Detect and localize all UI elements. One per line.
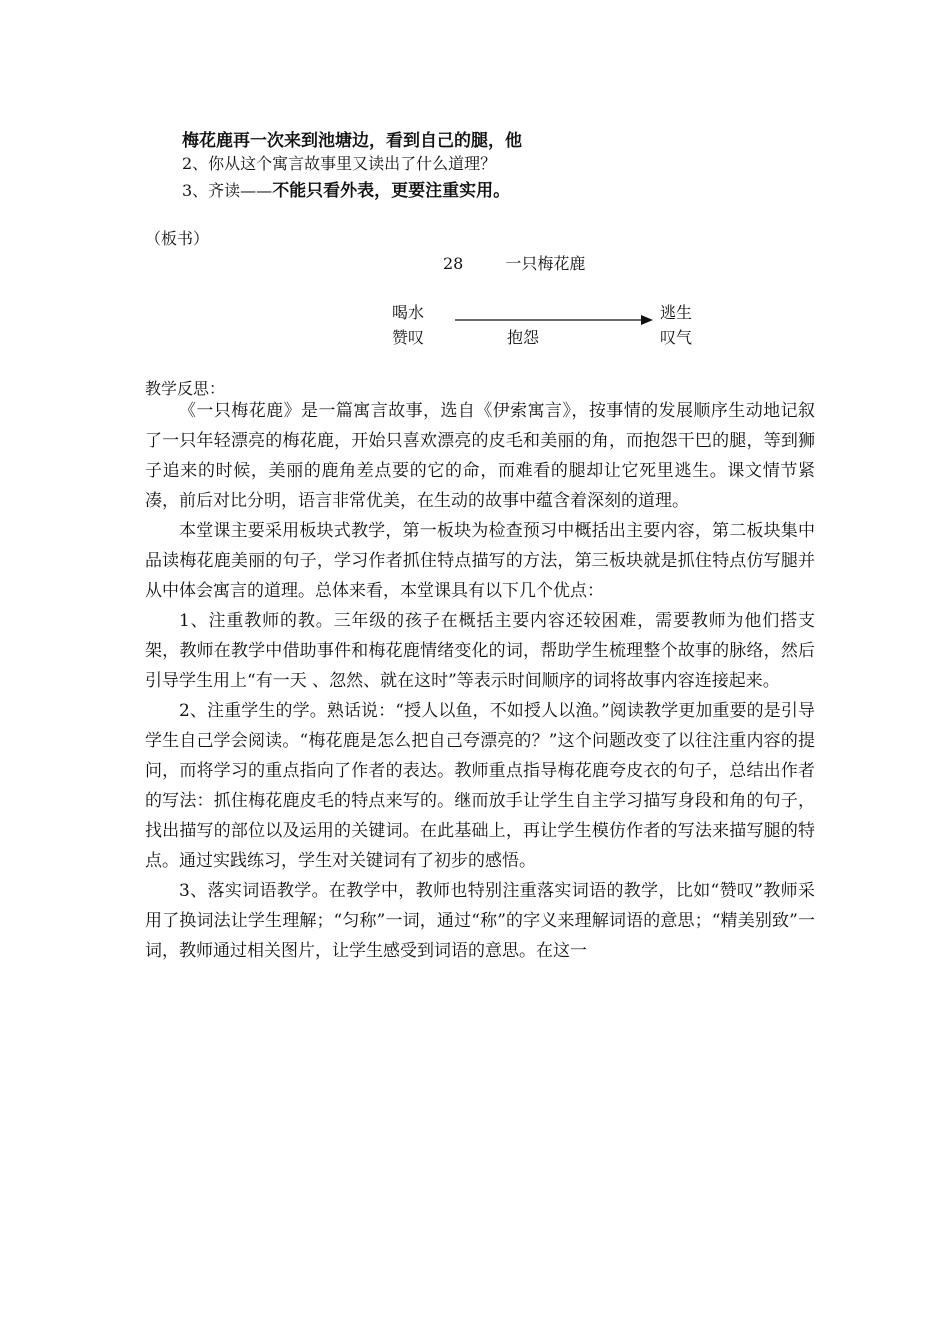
blackboard-right-top: 逃生 [660, 303, 693, 322]
lesson-number: 28 [443, 254, 464, 273]
question-line-2: 2、你从这个寓言故事里又读出了什么道理？ [182, 154, 497, 173]
blackboard-label: （板书） [145, 229, 210, 248]
blackboard-right-bottom: 叹气 [660, 328, 693, 347]
blackboard-left-bottom: 赞叹 [392, 328, 425, 347]
question-line-1: 梅花鹿再一次来到池塘边，看到自己的腿，他 [182, 131, 522, 151]
blackboard-title [443, 251, 585, 274]
reflection-paragraph-1: 《一只梅花鹿》是一篇寓言故事，选自《伊索寓言》，按事情的发展顺序生动地记叙了一只年轻漂亮的梅花鹿，开始只喜欢漂亮的皮毛和美丽的角，而抱怨干巴的腿，等到狮子追来的时候，美丽的鹿角差点要的它的命，而难看的腿却让它死里逃生。课文情节紧凑，前后对比分明，语言非常优美，在生动的故事中蕴含着深刻的道理。 [145, 401, 815, 511]
arrow-right-icon [455, 313, 655, 327]
question-line-3-prefix: 3、齐读—— [182, 181, 273, 200]
blackboard-left-top: 喝水 [392, 303, 425, 322]
reflection-title: 教学反思： [145, 379, 226, 398]
question-line-3-bold: 不能只看外表，更要注重实用。 [272, 181, 511, 201]
reflection-paragraph-2: 本堂课主要采用板块式教学，第一板块为检查预习中概括出主要内容，第二板块集中品读梅花鹿美丽的句子，学习作者抓住特点描写的方法，第三板块就是抓住特点仿写腿并从中体会寓言的道理。总体来看，本堂课具有以下几个优点： [145, 521, 815, 601]
reflection-paragraph-5: 3、落实词语教学。在教学中，教师也特别注重落实词语的教学，比如“赞叹”教师采用了换词法让学生理解；“匀称”一词，通过“称”的字义来理解词语的意思；“精美别致”一词，教师通过相关图片，让学生感受到词语的意思。在这一 [145, 881, 815, 961]
blackboard-arrow-label: 抱怨 [507, 328, 540, 347]
lesson-title: 一只梅花鹿 [505, 254, 586, 273]
question-line-3 [182, 176, 510, 201]
reflection-body [145, 396, 815, 966]
reflection-paragraph-3: 1、注重教师的教。三年级的孩子在概括主要内容还较困难，需要教师为他们搭支架，教师在教学中借助事件和梅花鹿情绪变化的词，帮助学生梳理整个故事的脉络，然后引导学生用上“有一天 、忽然、就在这时”等表示时间顺序的词将故事内容连接起来。 [145, 611, 815, 691]
reflection-paragraph-4: 2、注重学生的学。熟话说：“授人以鱼，不如授人以渔。”阅读教学更加重要的是引导学生自己学会阅读。“梅花鹿是怎么把自己夸漂亮的？”这个问题改变了以往注重内容的提问，而将学习的重点指向了作者的表达。教师重点指导梅花鹿夸皮衣的句子，总结出作者的写法：抓住梅花鹿皮毛的特点来写的。继而放手让学生自主学习描写身段和角的句子，找出描写的部位以及运用的关键词。在此基础上，再让学生模仿作者的写法来描写腿的特点。通过实践练习，学生对关键词有了初步的感悟。 [145, 701, 815, 871]
